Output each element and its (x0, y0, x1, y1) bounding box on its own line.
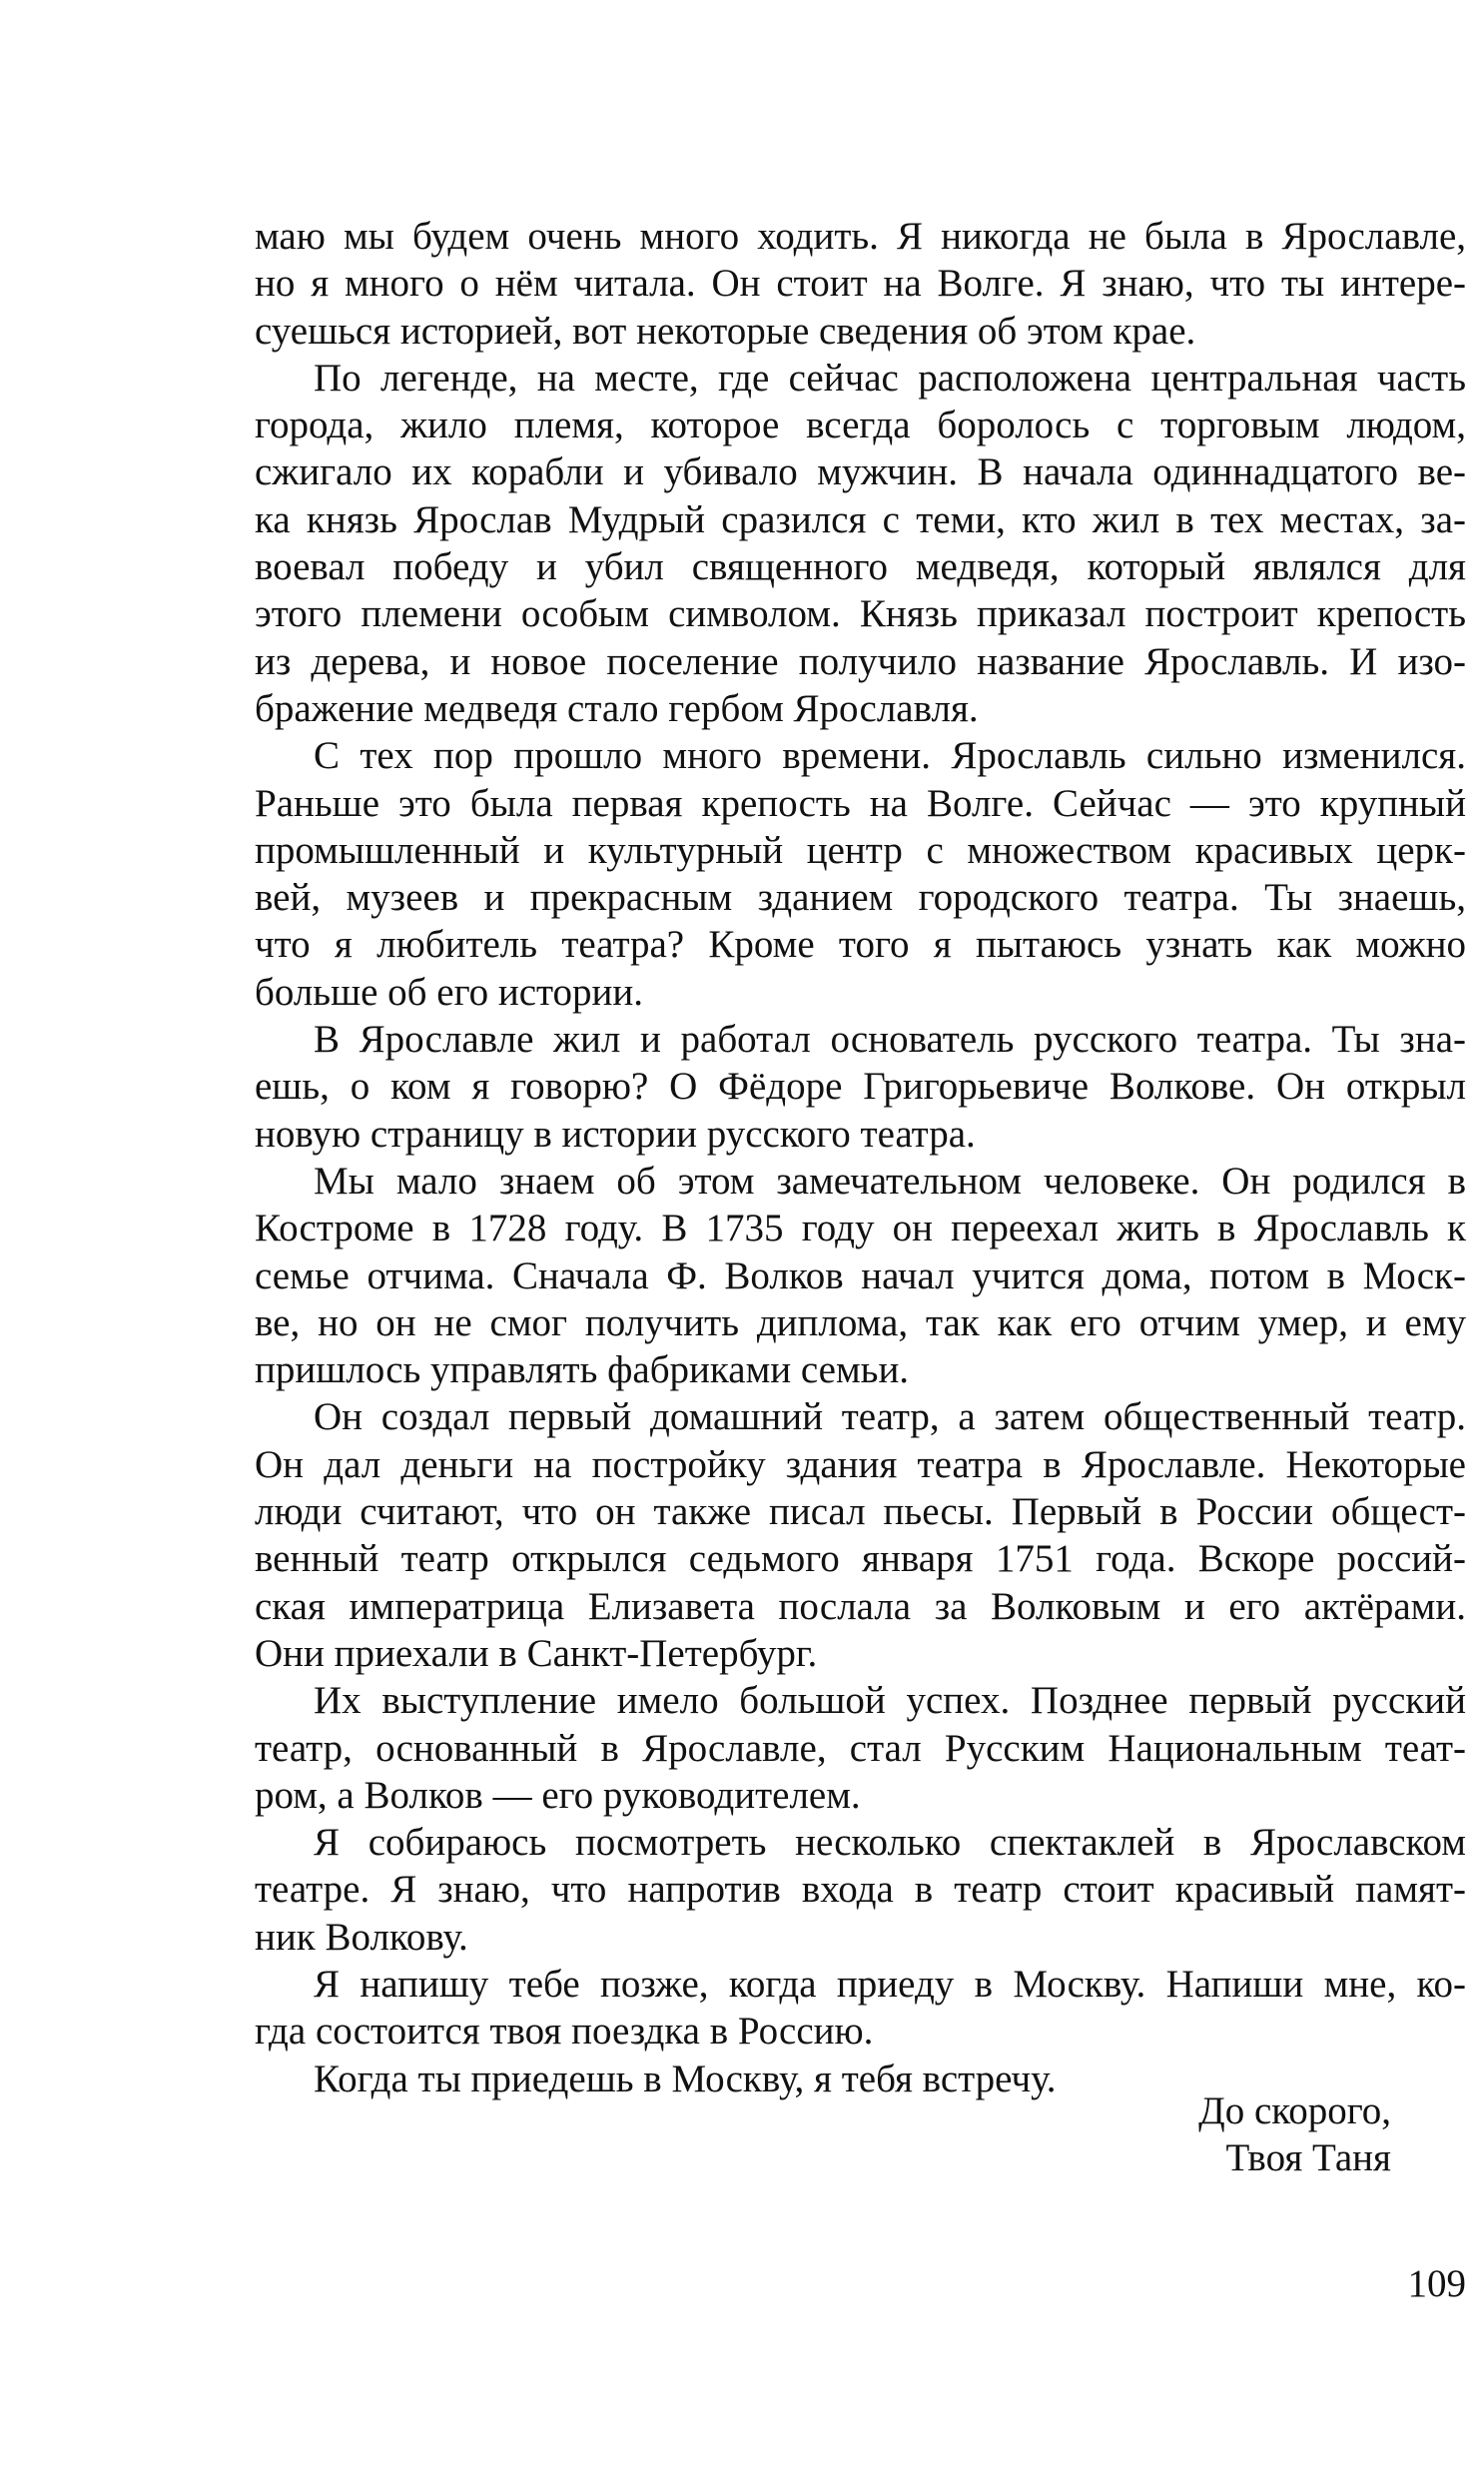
letter-signature (1198, 2087, 1391, 2181)
text-line: воевал победу и убил священного медведя, который являлся для (255, 545, 1466, 589)
text-line: театр, основанный в Ярославле, стал Русским Национальным теат- (255, 1726, 1466, 1770)
text-line: По легенде, на месте, где сейчас расположена центральная часть (314, 356, 1466, 400)
text-line: пришлось управлять фабриками семьи. (255, 1348, 910, 1392)
text-line: Мы мало знаем об этом замечательном человеке. Он родился в (314, 1159, 1466, 1203)
text-line: но я много о нём читала. Он стоит на Волге. Я знаю, что ты интере- (255, 262, 1466, 306)
page-number: 109 (1407, 2262, 1466, 2305)
text-line: семье отчима. Сначала Ф. Волков начал учится дома, потом в Моск- (255, 1253, 1466, 1297)
text-line: С тех пор прошло много времени. Ярославль сильно изменился. (314, 734, 1466, 778)
text-line: Их выступление имело большой успех. Позднее первый русский (314, 1679, 1466, 1723)
text-line: ская императрица Елизавета послала за Волковым и его актёрами. (255, 1584, 1466, 1628)
paragraph-5 (255, 1158, 1466, 1393)
text-line: ешь, о ком я говорю? О Фёдоре Григорьевиче Волкове. Он открыл (255, 1065, 1466, 1109)
paragraph-6 (255, 1393, 1466, 1677)
text-line: суешься историей, вот некоторые сведения об этом крае. (255, 309, 1196, 353)
text-line: бражение медведя стало гербом Ярославля. (255, 686, 979, 730)
paragraph-9 (255, 1961, 1466, 2056)
text-line: что я любитель театра? Кроме того я пытаюсь узнать как можно (255, 923, 1466, 967)
text-line: люди считают, что он также писал пьесы. Первый в России общест- (255, 1490, 1466, 1534)
text-line: вей, музеев и прекрасным зданием городского театра. Ты знаешь, (255, 876, 1466, 920)
text-line: Они приехали в Санкт-Петербург. (255, 1631, 818, 1675)
text-line: Когда ты приедешь в Москву, я тебя встречу. (314, 2057, 1057, 2100)
text-line: венный театр открылся седьмого января 1751 года. Вскоре россий- (255, 1537, 1466, 1581)
text-line: маю мы будем очень много ходить. Я никогда не была в Ярославле, (255, 215, 1466, 258)
text-line: Костроме в 1728 году. В 1735 году он переехал жить в Ярославль к (255, 1207, 1466, 1250)
paragraph-8 (255, 1819, 1466, 1961)
text-line: Он создал первый домашний театр, а затем общественный театр. (314, 1395, 1466, 1439)
paragraph-3 (255, 732, 1466, 1016)
text-line: больше об его истории. (255, 970, 644, 1014)
text-line: Он дал деньги на постройку здания театра в Ярославле. Некоторые (255, 1442, 1466, 1486)
letter-body (255, 213, 1466, 2102)
text-line: этого племени особым символом. Князь приказал построит крепость (255, 592, 1466, 636)
signature-closing: До скорого, (1198, 2089, 1391, 2132)
signature-name: Твоя Таня (1225, 2136, 1391, 2179)
text-line: ве, но он не смог получить диплома, так как его отчим умер, и ему (255, 1300, 1466, 1344)
text-line: Раньше это была первая крепость на Волге. Сейчас — это крупный (255, 781, 1466, 825)
text-line: ка князь Ярослав Мудрый сразился с теми, кто жил в тех местах, за- (255, 497, 1466, 541)
text-line: сжигало их корабли и убивало мужчин. В начала одиннадцатого ве- (255, 450, 1466, 494)
text-line: гда состоится твоя поездка в Россию. (255, 2010, 874, 2054)
text-line: новую страницу в истории русского театра. (255, 1112, 976, 1156)
text-line: В Ярославле жил и работал основатель русского театра. Ты зна- (314, 1018, 1466, 1062)
text-line: из дерева, и новое поселение получило название Ярославль. И изо- (255, 639, 1466, 683)
paragraph-1 (255, 213, 1466, 355)
text-line: ник Волкову. (255, 1915, 468, 1959)
text-line: театре. Я знаю, что напротив входа в театр стоит красивый памят- (255, 1868, 1466, 1912)
text-line: ром, а Волков — его руководителем. (255, 1773, 861, 1817)
text-line: Я собираюсь посмотреть несколько спектаклей в Ярославском (314, 1821, 1466, 1865)
paragraph-7 (255, 1677, 1466, 1819)
text-line: города, жило племя, которое всегда боролось с торговым людом, (255, 404, 1466, 447)
text-line: Я напишу тебе позже, когда приеду в Москву. Напиши мне, ко- (314, 1962, 1466, 2006)
paragraph-4 (255, 1016, 1466, 1158)
text-line: промышленный и культурный центр с множеством красивых церк- (255, 828, 1466, 872)
paragraph-2 (255, 355, 1466, 732)
